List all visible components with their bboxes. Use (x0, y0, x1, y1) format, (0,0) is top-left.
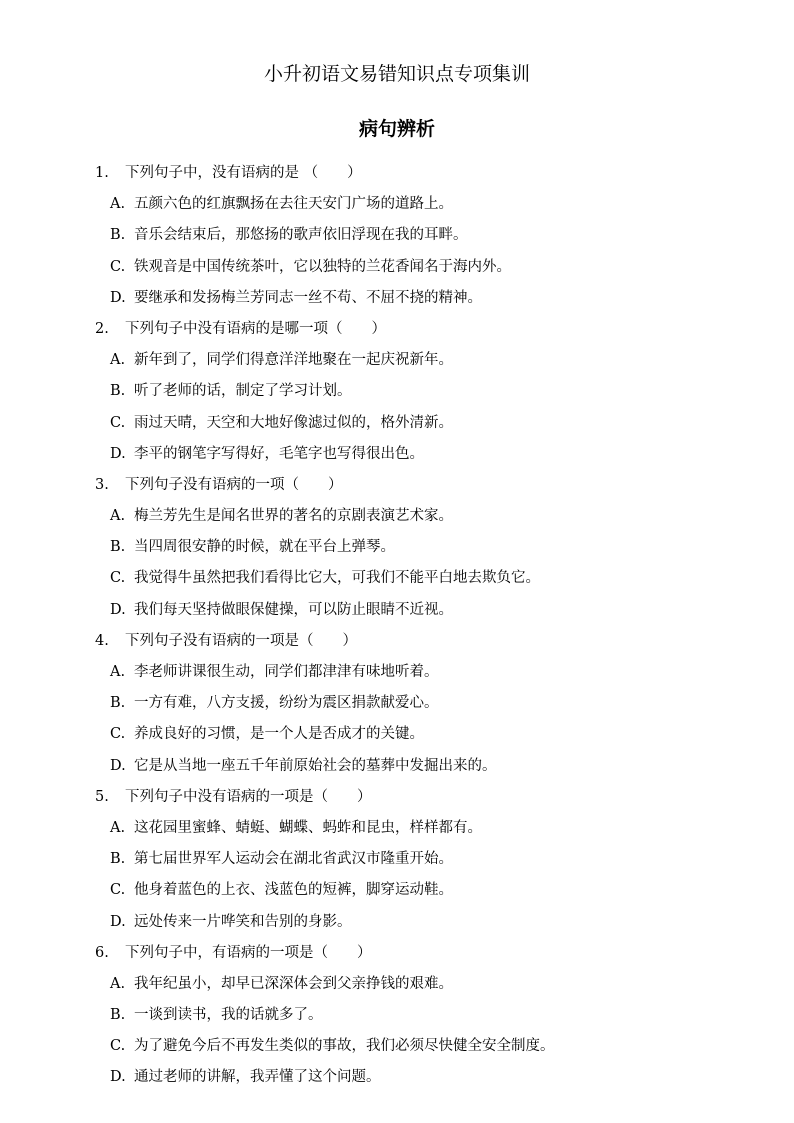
option-5d (95, 907, 735, 938)
option-text: 我们每天坚持做眼保健操，可以防止眼睛不近视。 (134, 601, 453, 618)
option-letter: B. (110, 695, 126, 712)
option-letter: D. (110, 445, 126, 462)
option-letter: B. (110, 227, 126, 244)
option-2a (95, 345, 735, 376)
option-text: 这花园里蜜蜂、蜻蜓、蝴蝶、蚂蚱和昆虫，样样都有。 (134, 819, 482, 836)
question-1 (95, 158, 735, 189)
option-text: 我年纪虽小，却早已深深体会到父亲挣钱的艰难。 (134, 975, 453, 992)
option-1b (95, 220, 735, 251)
option-letter: A. (110, 508, 126, 525)
option-text: 通过老师的讲解，我弄懂了这个问题。 (134, 1069, 381, 1086)
document-subtitle: 病句辨析 (358, 118, 435, 140)
option-text: 他身着蓝色的上衣、浅蓝色的短裤，脚穿运动鞋。 (134, 882, 453, 899)
option-letter: C. (110, 414, 126, 431)
option-5c (95, 875, 735, 906)
option-text: 它是从当地一座五千年前原始社会的墓葬中发掘出来的。 (134, 757, 497, 774)
option-letter: B. (110, 539, 126, 556)
option-text: 为了避免今后不再发生类似的事故，我们必须尽快健全安全制度。 (134, 1038, 555, 1055)
question-stem: 下列句子中没有语病的一项是（ ） (125, 788, 372, 805)
option-text: 养成良好的习惯，是一个人是否成才的关键。 (134, 726, 424, 743)
option-3b (95, 532, 735, 563)
option-text: 音乐会结束后，那悠扬的歌声依旧浮现在我的耳畔。 (134, 227, 468, 244)
option-3d (95, 595, 735, 626)
option-6a (95, 969, 735, 1000)
question-number: 3. (95, 476, 109, 493)
question-number: 6. (95, 944, 109, 961)
option-letter: C. (110, 1038, 126, 1055)
document-title: 小升初语文易错知识点专项集训 (263, 63, 530, 85)
option-text: 铁观音是中国传统茶叶，它以独特的兰花香闻名于海内外。 (134, 258, 511, 275)
option-letter: C. (110, 726, 126, 743)
option-1c (95, 252, 735, 283)
option-letter: C. (110, 258, 126, 275)
option-text: 五颜六色的红旗飘扬在去往天安门广场的道路上。 (134, 196, 453, 213)
question-list (95, 158, 735, 1094)
question-number: 4. (95, 632, 109, 649)
question-3 (95, 470, 735, 501)
option-2c (95, 408, 735, 439)
option-5a (95, 813, 735, 844)
option-4a (95, 657, 735, 688)
question-4 (95, 626, 735, 657)
option-3c (95, 563, 735, 594)
question-stem: 下列句子中没有语病的是哪一项（ ） (125, 320, 386, 337)
question-stem: 下列句子没有语病的一项是（ ） (125, 632, 357, 649)
option-3a (95, 501, 735, 532)
option-text: 梅兰芳先生是闻名世界的著名的京剧表演艺术家。 (134, 508, 453, 525)
question-number: 2. (95, 320, 109, 337)
option-1a (95, 189, 735, 220)
option-letter: C. (110, 570, 126, 587)
question-stem: 下列句子中，有语病的一项是（ ） (125, 944, 372, 961)
option-2d (95, 439, 735, 470)
option-2b (95, 376, 735, 407)
question-number: 1. (95, 165, 109, 181)
option-letter: A. (110, 196, 126, 213)
option-letter: B. (110, 383, 126, 400)
option-letter: A. (110, 664, 126, 680)
option-letter: A. (110, 819, 126, 836)
option-6b (95, 1000, 735, 1031)
option-text: 当四周很安静的时候，就在平台上弹琴。 (134, 539, 395, 556)
option-text: 李平的钢笔字写得好，毛笔字也写得很出色。 (134, 445, 424, 462)
option-letter: A. (110, 975, 126, 992)
option-text: 我觉得牛虽然把我们看得比它大，可我们不能平白地去欺负它。 (134, 570, 540, 587)
option-letter: D. (110, 289, 126, 306)
option-text: 要继承和发扬梅兰芳同志一丝不苟、不屈不挠的精神。 (134, 289, 482, 306)
option-5b (95, 844, 735, 875)
option-6c (95, 1031, 735, 1062)
question-5 (95, 782, 735, 813)
option-1d (95, 283, 735, 314)
option-6d (95, 1062, 735, 1093)
option-letter: B. (110, 1007, 126, 1024)
option-text: 一谈到读书，我的话就多了。 (134, 1007, 323, 1024)
question-6 (95, 938, 735, 969)
question-stem: 下列句子中，没有语病的是 （ ） (125, 165, 362, 181)
option-letter: D. (110, 1069, 126, 1086)
option-text: 一方有难，八方支援，纷纷为震区捐款献爱心。 (134, 695, 439, 712)
option-text: 新年到了，同学们得意洋洋地聚在一起庆祝新年。 (134, 352, 453, 369)
option-text: 雨过天晴，天空和大地好像滤过似的，格外清新。 (134, 414, 453, 431)
option-letter: D. (110, 913, 126, 930)
option-letter: D. (110, 757, 126, 774)
option-text: 远处传来一片哗笑和告别的身影。 (134, 913, 352, 930)
question-2 (95, 314, 735, 345)
question-stem: 下列句子没有语病的一项（ ） (125, 476, 343, 493)
option-text: 第七届世界军人运动会在湖北省武汉市隆重开始。 (134, 851, 453, 868)
option-text: 李老师讲课很生动，同学们都津津有味地听着。 (134, 664, 439, 680)
option-letter: D. (110, 601, 126, 618)
option-letter: B. (110, 851, 126, 868)
option-4b (95, 688, 735, 719)
question-number: 5. (95, 788, 109, 805)
option-4d (95, 751, 735, 782)
option-letter: C. (110, 882, 126, 899)
option-letter: A. (110, 352, 126, 369)
option-4c (95, 719, 735, 750)
option-text: 听了老师的话，制定了学习计划。 (134, 383, 352, 400)
